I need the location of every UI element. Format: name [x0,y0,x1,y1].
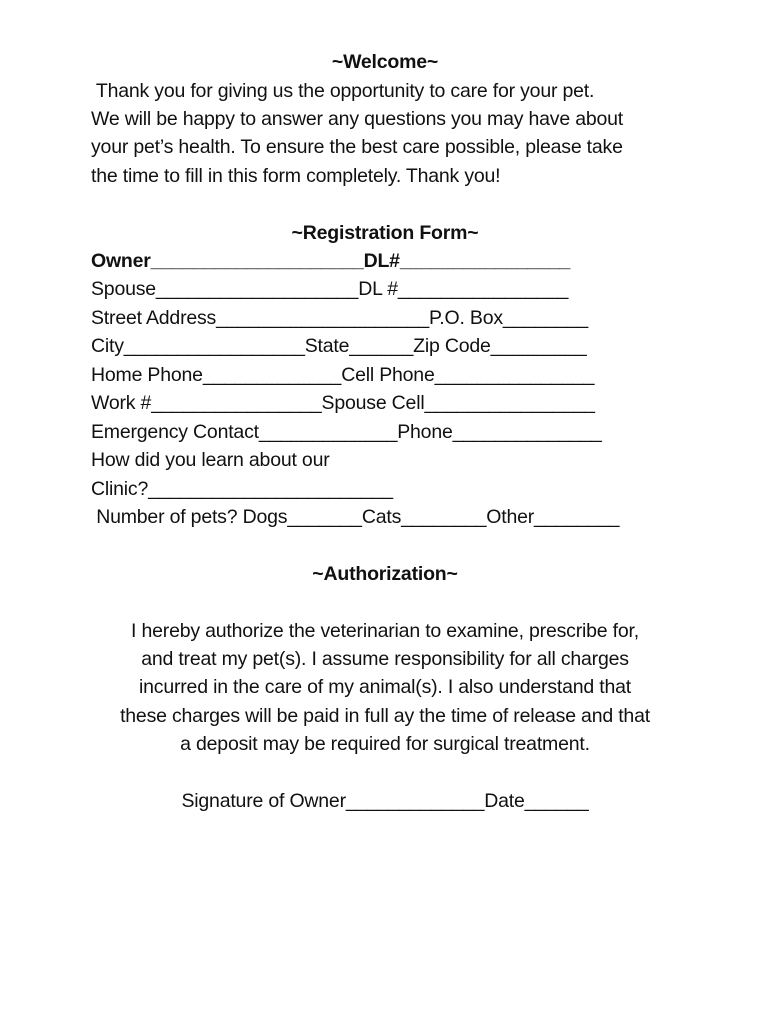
referral-question: How did you learn about our [91,449,330,471]
street-address-field: Street Address____________________P.O. Box________ [91,307,589,329]
work-phone-field: Work #________________Spouse Cell________________ [91,392,595,414]
welcome-text-line: We will be happy to answer any questions you may have about [91,108,623,130]
authorization-text-line: a deposit may be required for surgical treatment. [180,733,590,755]
welcome-text-line: your pet’s health. To ensure the best care possible, please take [91,136,623,158]
welcome-title: ~Welcome~ [331,51,439,73]
city-field: City_________________State______Zip Code_________ [91,335,587,357]
clinic-referral-field: Clinic?_______________________ [91,478,393,500]
registration-title: ~Registration Form~ [291,222,479,244]
emergency-contact-field: Emergency Contact_____________Phone______________ [91,421,602,443]
number-of-pets-field: Number of pets? Dogs_______Cats________Other________ [91,506,620,528]
authorization-title: ~Authorization~ [312,563,458,585]
welcome-text-line: Thank you for giving us the opportunity to care for your pet. [91,80,595,102]
signature-line: Signature of Owner_____________Date______ [181,790,589,812]
authorization-text-line: these charges will be paid in full ay the time of release and that [120,705,650,727]
authorization-text-line: I hereby authorize the veterinarian to examine, prescribe for, [131,620,639,642]
home-phone-field: Home Phone_____________Cell Phone_______________ [91,364,595,386]
spouse-field: Spouse___________________DL #________________ [91,278,569,300]
owner-field: Owner____________________DL#________________ [91,250,571,272]
welcome-text-line: the time to fill in this form completely. Thank you! [91,165,501,187]
authorization-text-line: incurred in the care of my animal(s). I also understand that [139,676,631,698]
authorization-text-line: and treat my pet(s). I assume responsibility for all charges [141,648,629,670]
